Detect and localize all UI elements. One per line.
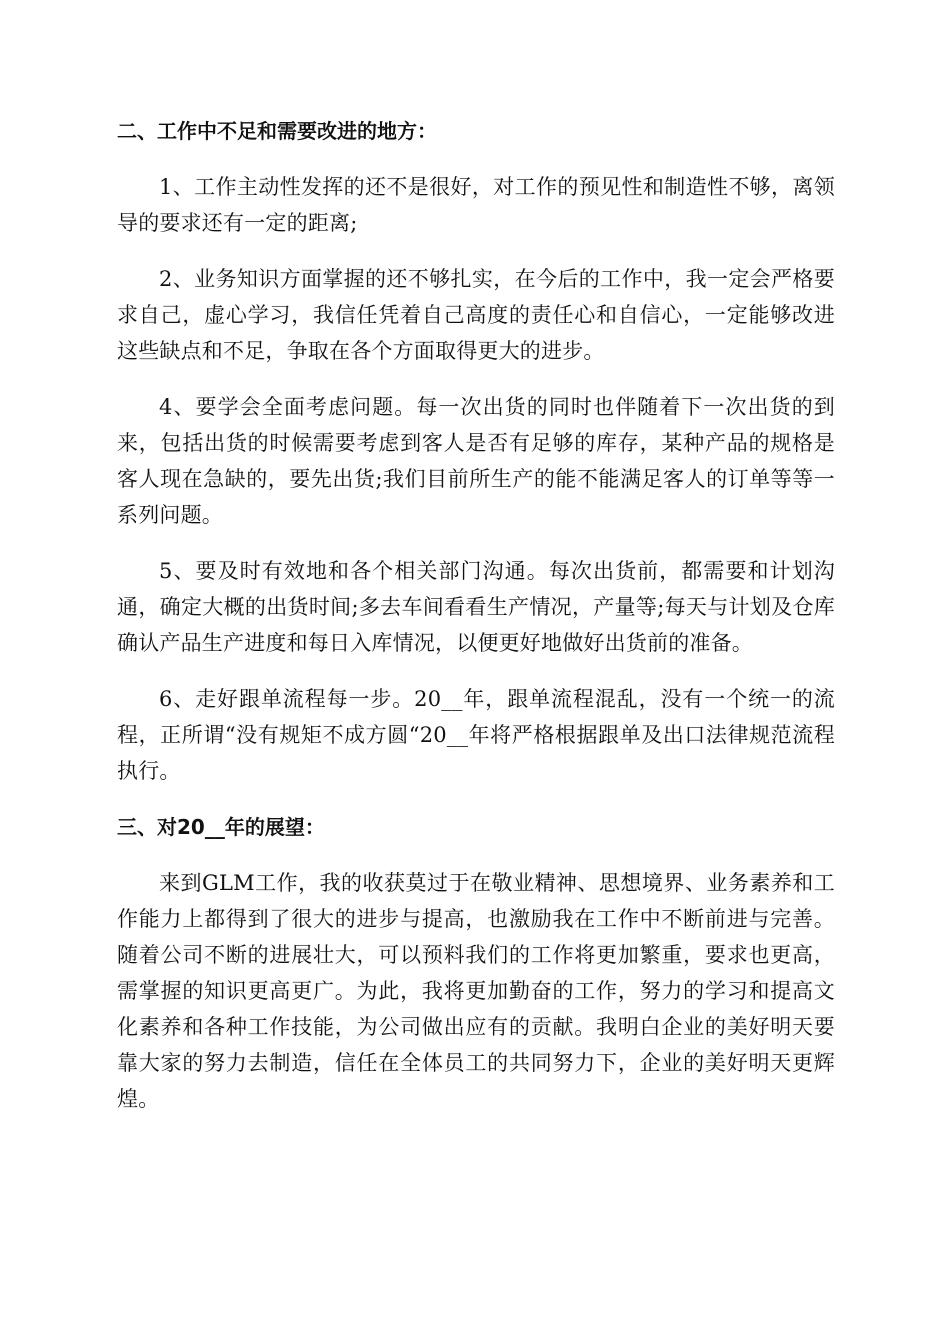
paragraph-item-1: 1、工作主动性发挥的还不是很好，对工作的预见性和制造性不够，离领导的要求还有一定的距离; [117,175,835,235]
document-content [117,113,835,1117]
paragraph-item-2: 2、业务知识方面掌握的还不够扎实，在今后的工作中，我一定会严格要求自己，虚心学习，我信任凭着自己高度的责任心和自信心，一定能够改进这些缺点和不足，争取在各个方面取得更大的进步。 [117,267,835,363]
paragraph-item-6: 6、走好跟单流程每一步。20__年，跟单流程混乱，没有一个统一的流程，正所谓“没有规矩不成方圆“20__年将严格根据跟单及出口法律规范流程执行。 [117,687,835,783]
section-heading-shortcomings: 二、工作中不足和需要改进的地方： [117,119,437,143]
paragraph-item-4: 4、要学会全面考虑问题。每一次出货的同时也伴随着下一次出货的到来，包括出货的时候需要考虑到客人是否有足够的库存，某种产品的规格是客人现在急缺的，要先出货;我们目前所生产的能不能满足客人的订单等等一系列问题。 [117,395,835,527]
paragraph-outlook: 来到GLM工作，我的收获莫过于在敬业精神、思想境界、业务素养和工作能力上都得到了很大的进步与提高，也激励我在工作中不断前进与完善。随着公司不断的进展壮大，可以预料我们的工作将更加繁重，要求也更高，需掌握的知识更高更广。为此，我将更加勤奋的工作，努力的学习和提高文化素养和各种工作技能，为公司做出应有的贡献。我明白企业的美好明天要靠大家的努力去制造，信任在全体员工的共同努力下，企业的美好明天更辉煌。 [117,871,835,1111]
paragraph-item-5: 5、要及时有效地和各个相关部门沟通。每次出货前，都需要和计划沟通，确定大概的出货时间;多去车间看看生产情况，产量等;每天与计划及仓库确认产品生产进度和每日入库情况，以便更好地做好出货前的准备。 [117,559,835,655]
section-heading-outlook: 三、对20__年的展望： [117,815,325,839]
